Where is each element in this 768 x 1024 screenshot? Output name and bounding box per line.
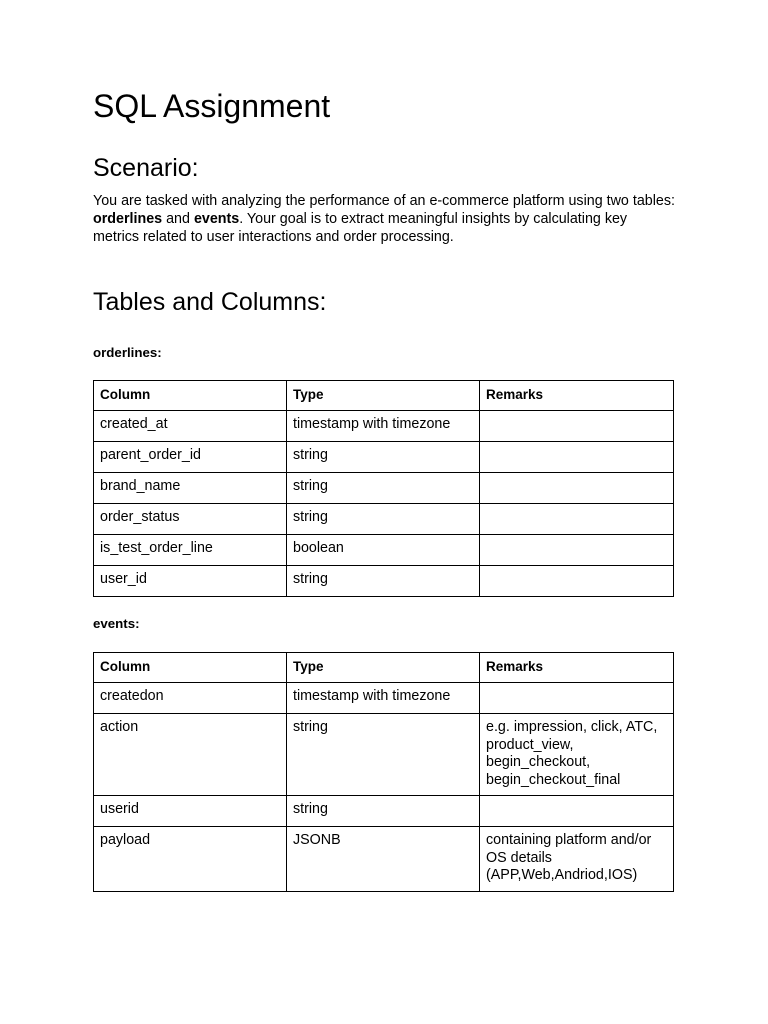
table-row — [94, 411, 674, 442]
column-cell: user_id — [94, 566, 287, 597]
table-row — [94, 796, 674, 827]
remarks-cell — [480, 535, 674, 566]
column-cell: userid — [94, 796, 287, 827]
column-cell: parent_order_id — [94, 442, 287, 473]
remarks-header: Remarks — [480, 653, 674, 683]
type-header: Type — [287, 653, 480, 683]
column-header: Column — [94, 653, 287, 683]
type-cell: timestamp with timezone — [287, 411, 480, 442]
table-header-row — [94, 381, 674, 411]
column-cell: brand_name — [94, 473, 287, 504]
column-cell: createdon — [94, 683, 287, 714]
type-cell: boolean — [287, 535, 480, 566]
column-header: Column — [94, 381, 287, 411]
remarks-header: Remarks — [480, 381, 674, 411]
type-cell: string — [287, 714, 480, 796]
column-cell: created_at — [94, 411, 287, 442]
type-cell: JSONB — [287, 827, 480, 892]
type-cell: string — [287, 442, 480, 473]
scenario-heading: Scenario: — [93, 154, 199, 182]
remarks-cell: e.g. impression, click, ATC, product_view, begin_checkout, begin_checkout_final — [480, 714, 674, 796]
type-header: Type — [287, 381, 480, 411]
type-cell: string — [287, 796, 480, 827]
type-cell: string — [287, 504, 480, 535]
scenario-text-part: . Your goal is to extract meaningful insights by calculating key metrics related to user interactions and order processing. — [93, 211, 628, 245]
scenario-text-part: and — [162, 211, 194, 227]
events-table — [93, 652, 674, 892]
table-row — [94, 473, 674, 504]
type-cell: string — [287, 566, 480, 597]
type-cell: string — [287, 473, 480, 504]
scenario-bold-orderlines: orderlines — [93, 211, 163, 227]
remarks-cell — [480, 411, 674, 442]
orderlines-table — [93, 380, 674, 597]
remarks-cell — [480, 796, 674, 827]
orderlines-label: orderlines: — [93, 345, 162, 360]
column-cell: is_test_order_line — [94, 535, 287, 566]
table-row — [94, 442, 674, 473]
remarks-cell — [480, 566, 674, 597]
type-cell: timestamp with timezone — [287, 683, 480, 714]
scenario-bold-events: events — [193, 211, 240, 227]
table-row — [94, 566, 674, 597]
scenario-paragraph — [93, 192, 675, 246]
events-label: events: — [93, 616, 140, 631]
table-row — [94, 714, 674, 796]
document-title: SQL Assignment — [93, 88, 331, 124]
table-row — [94, 683, 674, 714]
column-cell: action — [94, 714, 287, 796]
remarks-cell — [480, 473, 674, 504]
table-row — [94, 827, 674, 892]
table-header-row — [94, 653, 674, 683]
table-row — [94, 535, 674, 566]
remarks-cell: containing platform and/or OS details (APP,Web,Andriod,IOS) — [480, 827, 674, 892]
table-row — [94, 504, 674, 535]
column-cell: order_status — [94, 504, 287, 535]
remarks-cell — [480, 442, 674, 473]
remarks-cell — [480, 504, 674, 535]
remarks-cell — [480, 683, 674, 714]
scenario-text-part: You are tasked with analyzing the performance of an e-commerce platform using two tables: — [93, 193, 675, 209]
tables-columns-heading: Tables and Columns: — [93, 288, 327, 316]
column-cell: payload — [94, 827, 287, 892]
